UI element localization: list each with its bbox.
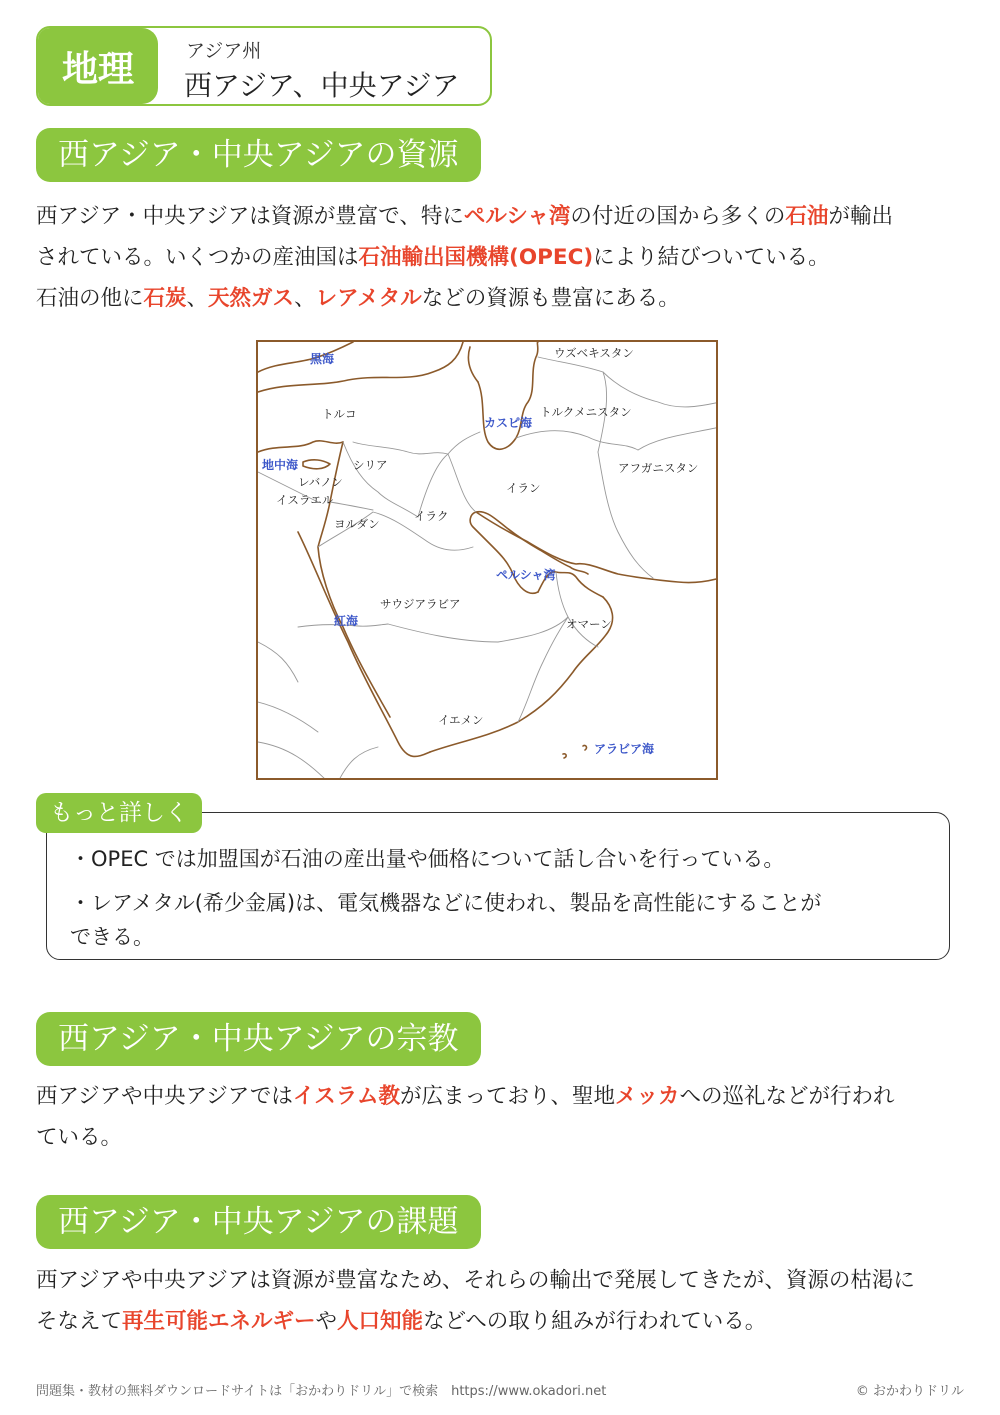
keyword-opec: 石油輸出国機構(OPEC): [358, 245, 594, 270]
keyword-ai: 人口知能: [337, 1309, 424, 1334]
keyword-mecca: メッカ: [615, 1084, 680, 1109]
map-label-yemen: イエメン: [438, 713, 484, 727]
west-asia-map: [256, 340, 718, 780]
issues-line-1: 西アジアや中央アジアは資源が豊富なため、それらの輸出で発展してきたが、資源の枯渇に: [36, 1268, 915, 1293]
map-label-arabian-sea: アラビア海: [594, 742, 655, 756]
map-label-caspian-sea: カスピ海: [484, 416, 533, 430]
resources-line-2: されている。いくつかの産油国は石油輸出国機構(OPEC)により結びついている。: [36, 245, 830, 270]
map-label-turkey: トルコ: [322, 407, 357, 421]
keyword-natural-gas: 天然ガス: [208, 286, 295, 311]
map-label-black-sea: 黒海: [310, 352, 335, 366]
page-header: [36, 26, 492, 106]
religion-line-2: ている。: [36, 1125, 123, 1150]
map-label-oman: オマーン: [566, 617, 612, 631]
resources-paragraph: [36, 196, 966, 319]
detail-item-rare-metal-cont: できる。: [70, 925, 154, 949]
map-label-persian-gulf: ペルシャ湾: [496, 568, 556, 582]
keyword-oil: 石油: [785, 204, 829, 229]
religion-line-1: 西アジアや中央アジアではイスラム教が広まっており、聖地メッカへの巡礼などが行われ: [36, 1084, 895, 1109]
details-tag: もっと詳しく: [36, 793, 202, 833]
keyword-renewable-energy: 再生可能エネルギー: [122, 1309, 316, 1334]
unit-category: アジア州: [186, 40, 262, 62]
detail-item-rare-metal: ・レアメタル(希少金属)は、電気機器などに使われ、製品を高性能にすることが: [70, 891, 822, 915]
map-label-turkmenistan: トルクメニスタン: [540, 405, 632, 419]
section-title-issues: 西アジア・中央アジアの課題: [36, 1195, 481, 1249]
subject-label: 地理: [38, 28, 158, 104]
resources-line-3: 石油の他に石炭、天然ガス、レアメタルなどの資源も豊富にある。: [36, 286, 680, 311]
map-label-saudi-arabia: サウジアラビア: [380, 597, 461, 611]
map-label-israel: イスラエル: [276, 493, 334, 507]
unit-title: 西アジア、中央アジア: [184, 69, 460, 102]
map-label-iran: イラン: [506, 481, 541, 495]
keyword-persian-gulf: ペルシャ湾: [463, 204, 571, 229]
resources-line-1: 西アジア・中央アジアは資源が豊富で、特にペルシャ湾の付近の国から多くの石油が輸出: [36, 204, 893, 229]
keyword-rare-metal: レアメタル: [315, 286, 422, 311]
keyword-coal: 石炭: [143, 286, 187, 311]
detail-item-opec: ・OPEC では加盟国が石油の産出量や価格について話し合いを行っている。: [70, 847, 785, 871]
section-title-religion: 西アジア・中央アジアの宗教: [36, 1012, 481, 1066]
map-label-mediterranean-sea: 地中海: [262, 458, 299, 472]
map-label-red-sea: 紅海: [334, 614, 359, 628]
keyword-islam: イスラム教: [292, 1084, 401, 1109]
map-label-syria: シリア: [353, 458, 388, 472]
issues-line-2: そなえて再生可能エネルギーや人口知能などへの取り組みが行われている。: [36, 1309, 767, 1334]
map-label-lebanon: レバノン: [298, 475, 343, 489]
map-label-jordan: ヨルダン: [334, 517, 380, 531]
section-title-resources: 西アジア・中央アジアの資源: [36, 128, 481, 182]
footer-site-text: 問題集・教材の無料ダウンロードサイトは「おかわりドリル」で検索 https://www.okadori.net: [36, 1384, 607, 1399]
map-label-iraq: イラク: [414, 509, 449, 523]
map-label-afghanistan: アフガニスタン: [618, 461, 699, 475]
issues-paragraph: [36, 1260, 966, 1342]
map-label-uzbekistan: ウズベキスタン: [554, 346, 634, 360]
footer-copyright: © おかわりドリル: [855, 1384, 964, 1399]
religion-paragraph: [36, 1076, 966, 1158]
